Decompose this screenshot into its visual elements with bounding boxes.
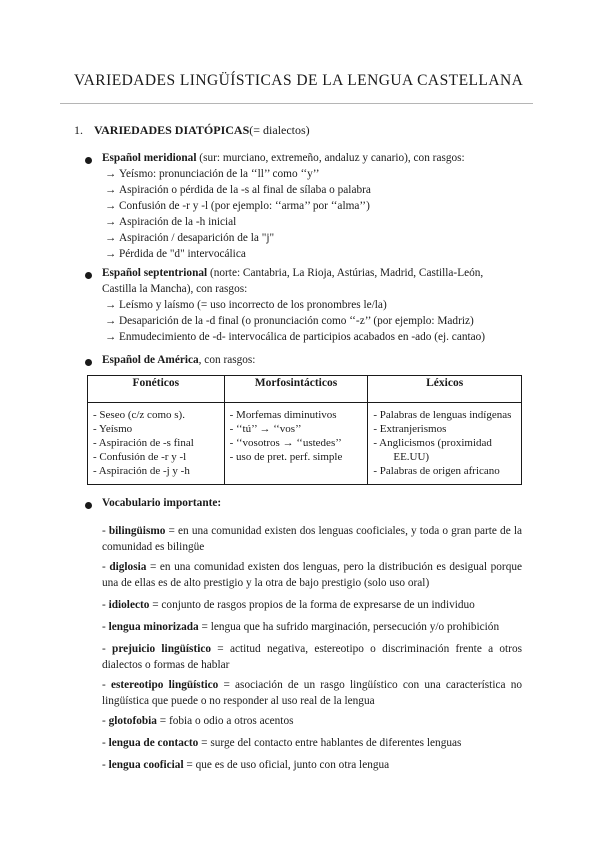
- list-item: → Aspiración / desaparición de la "j": [105, 232, 275, 244]
- list-item: → Yeísmo: pronunciación de la ‘‘ll’’ como ‘‘y’’: [105, 168, 320, 180]
- vocab-entry: - lengua minorizada = lengua que ha sufrido marginación, persecución y/o prohibición: [102, 621, 500, 633]
- table-header-row: [88, 376, 522, 403]
- arrow-icon: →: [105, 331, 117, 343]
- vocab-entry: - bilingüismo = en una comunidad existen dos lenguas cooficiales, y toda o gran parte de la comunidad es bilingüe: [102, 525, 522, 553]
- meridional-desc: (sur: murciano, extremeño, andaluz y canario), con rasgos:: [196, 152, 465, 164]
- section-heading: [74, 123, 310, 138]
- arrow-icon: →: [105, 216, 117, 228]
- arrow-icon: →: [105, 184, 117, 196]
- arrow-icon: →: [105, 315, 117, 327]
- list-item: → Enmudecimiento de -d- intervocálica de participios acabados en -ado (ej. cantao): [105, 331, 486, 343]
- vocab-heading: Vocabulario importante:: [102, 497, 222, 509]
- arrow-icon: →: [105, 232, 117, 244]
- vocab-entry: - estereotipo lingüístico = asociación de un rasgo lingüístico con una característica no lingüística que puede o no responder al uso real de la lengua: [102, 679, 522, 707]
- vocab-entry: - glotofobia = fobia o odio a otros acentos: [102, 715, 294, 727]
- bullet-icon: [85, 157, 92, 164]
- vocab-heading-block: [102, 495, 522, 511]
- vocab-entry: - lengua cooficial = que es de uso oficial, junto con otra lengua: [102, 759, 390, 771]
- table-header: Fonéticos: [88, 376, 225, 403]
- features-table: [87, 375, 522, 485]
- arrow-icon: →: [105, 299, 117, 311]
- list-item: → Pérdida de "d" intervocálica: [105, 248, 246, 260]
- septentrional-block: [102, 265, 522, 345]
- title-divider: [60, 103, 533, 104]
- vocab-entry: - idiolecto = conjunto de rasgos propios de la forma de expresarse de un individuo: [102, 599, 475, 611]
- arrow-icon: →: [105, 200, 117, 212]
- document-title: VARIEDADES LINGÜÍSTICAS DE LA LENGUA CASTELLANA: [74, 72, 524, 89]
- lexicos-cell: - Palabras de lenguas indígenas - Extranjerismos - Anglicismos (proximidad EE.UU) - Palabras de origen africano: [368, 403, 522, 485]
- septentrional-desc: (norte: Cantabria, La Rioja, Astúrias, Madrid, Castilla-León,: [207, 267, 484, 279]
- septentrional-name: Español septentrional: [102, 267, 208, 279]
- bullet-icon: [85, 502, 92, 509]
- section-note: (= dialectos): [249, 123, 310, 137]
- list-item: → Aspiración de la -h inicial: [105, 216, 237, 228]
- arrow-icon: →: [105, 168, 117, 180]
- vocab-entry: - diglosia = en una comunidad existen dos lenguas, pero la distribución es desigual porque una de ellas es de alto prestigio y la otra de bajo prestigio (solo uso oral): [102, 561, 522, 589]
- table-row: [88, 403, 522, 485]
- table-header: Morfosintácticos: [224, 376, 368, 403]
- vocab-entry: - prejuicio lingüístico = actitud negativa, estereotipo o discriminación frente a otros dialectos o formas de hablar: [102, 643, 522, 671]
- list-item: → Aspiración o pérdida de la -s al final de sílaba o palabra: [105, 184, 371, 196]
- list-item: → Confusión de -r y -l (por ejemplo: ‘‘arma’’ por ‘‘alma’’): [105, 200, 370, 212]
- section-title: VARIEDADES DIATÓPICAS: [94, 123, 250, 137]
- list-item: → Leísmo y laísmo (= uso incorrecto de los pronombres le/la): [105, 299, 387, 311]
- bullet-icon: [85, 359, 92, 366]
- section-number: 1.: [74, 123, 83, 137]
- meridional-name: Español meridional: [102, 152, 197, 164]
- vocab-entry: - lengua de contacto = surge del contacto entre hablantes de diferentes lenguas: [102, 737, 462, 749]
- meridional-block: [102, 150, 522, 262]
- septentrional-desc-cont: Castilla la Mancha), con rasgos:: [102, 283, 248, 295]
- america-block: [102, 352, 522, 368]
- america-desc: , con rasgos:: [198, 354, 256, 366]
- america-name: Español de América: [102, 354, 199, 366]
- foneticos-cell: - Seseo (c/z como s). - Yeísmo - Aspiración de -s final - Confusión de -r y -l - Aspiración de -j y -h: [88, 403, 225, 485]
- table-header: Léxicos: [368, 376, 522, 403]
- morfosintacticos-cell: - Morfemas diminutivos - ‘‘tú’’ → ‘‘vos’’ - ‘‘vosotros → ‘‘ustedes’’ - uso de pret. perf. simple: [224, 403, 368, 485]
- bullet-icon: [85, 272, 92, 279]
- arrow-icon: →: [105, 248, 117, 260]
- list-item: → Desaparición de la -d final (o pronunciación como ‘‘-z’’ (por ejemplo: Madriz): [105, 315, 474, 327]
